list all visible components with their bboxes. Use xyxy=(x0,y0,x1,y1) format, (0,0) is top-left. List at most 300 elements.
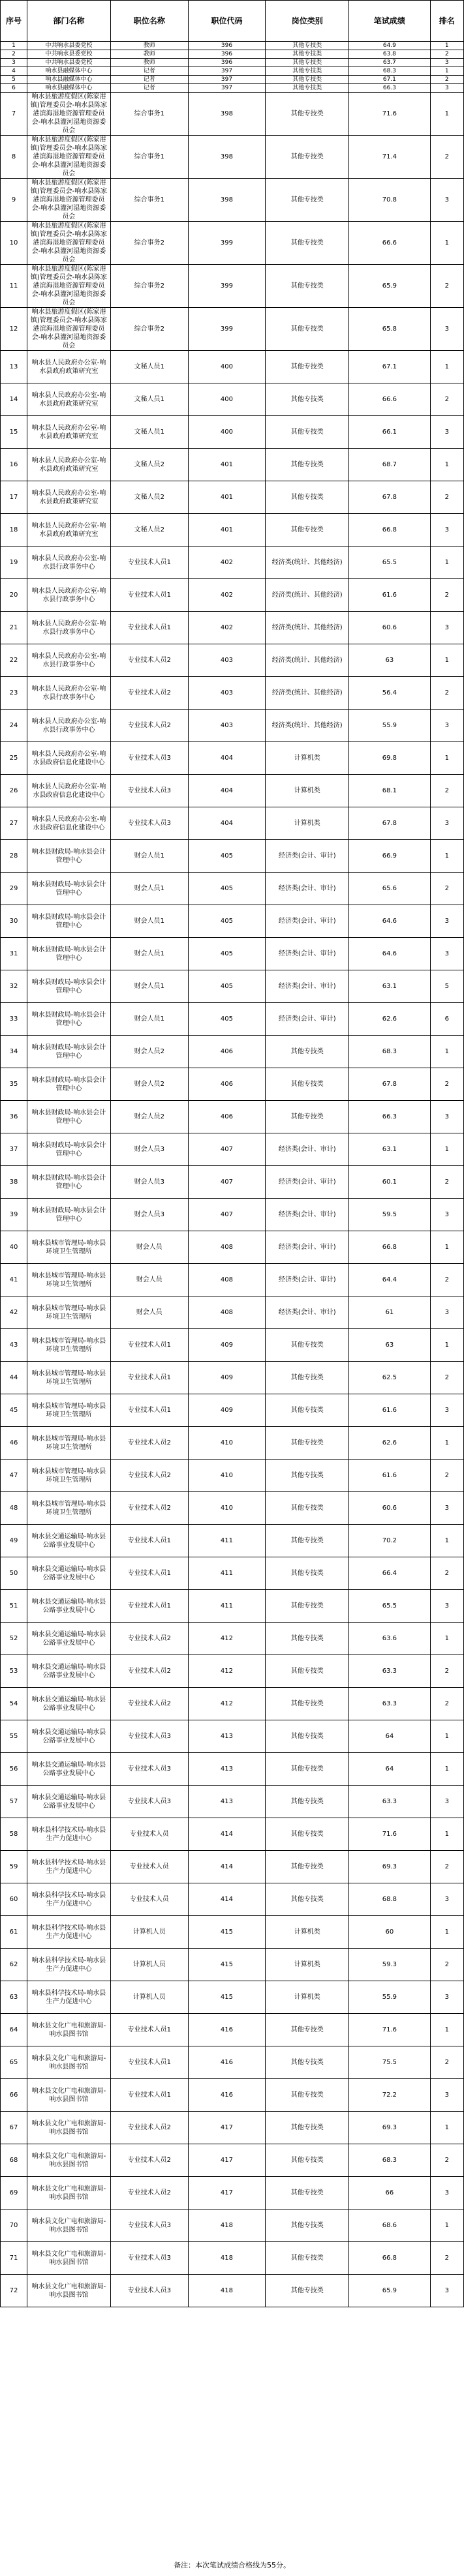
cell-rank: 2 xyxy=(430,265,463,308)
cell-code: 412 xyxy=(188,1688,266,1720)
cell-position: 财会人员3 xyxy=(110,1199,188,1231)
cell-position: 专业技术人员2 xyxy=(110,1427,188,1460)
cell-position: 专业技术人员2 xyxy=(110,2177,188,2209)
table-row xyxy=(1,179,464,222)
cell-seq: 23 xyxy=(1,677,27,710)
cell-score: 66 xyxy=(349,2177,430,2209)
cell-category: 经济类(会计、审计) xyxy=(266,905,349,938)
cell-position: 综合事务1 xyxy=(110,179,188,222)
cell-score: 69.3 xyxy=(349,2112,430,2144)
cell-code: 416 xyxy=(188,2046,266,2079)
cell-dept: 响水县科学技术局-响水县生产力促进中心 xyxy=(27,1851,111,1883)
cell-code: 396 xyxy=(188,50,266,59)
cell-seq: 33 xyxy=(1,1003,27,1036)
cell-code: 396 xyxy=(188,59,266,67)
cell-position: 专业技术人员 xyxy=(110,1883,188,1916)
cell-category: 其他专技类 xyxy=(266,481,349,514)
cell-position: 专业技术人员2 xyxy=(110,644,188,677)
cell-dept: 响水县旅游度假区(陈家港镇)管理委员会-响水县陈家港滨海湿地资源管理委员会-响水县灌河湿地资源委员会 xyxy=(27,93,111,136)
cell-position: 财会人员1 xyxy=(110,1003,188,1036)
table-row xyxy=(1,1786,464,1818)
cell-category: 其他专技类 xyxy=(266,2014,349,2046)
cell-seq: 60 xyxy=(1,1883,27,1916)
table-row xyxy=(1,2014,464,2046)
cell-score: 66.3 xyxy=(349,1101,430,1133)
cell-score: 75.5 xyxy=(349,2046,430,2079)
cell-score: 63.1 xyxy=(349,970,430,1003)
cell-position: 专业技术人员3 xyxy=(110,1786,188,1818)
cell-category: 经济类(统计、其他经济) xyxy=(266,710,349,742)
cell-dept: 响水县财政局-响水县会计管理中心 xyxy=(27,1101,111,1133)
table-row xyxy=(1,1525,464,1557)
cell-seq: 32 xyxy=(1,970,27,1003)
cell-category: 其他专技类 xyxy=(266,1362,349,1394)
cell-seq: 47 xyxy=(1,1460,27,1492)
cell-score: 66.4 xyxy=(349,1557,430,1590)
cell-seq: 29 xyxy=(1,873,27,905)
cell-position: 专业技术人员1 xyxy=(110,1590,188,1623)
cell-code: 416 xyxy=(188,2079,266,2112)
table-row xyxy=(1,644,464,677)
cell-category: 计算机类 xyxy=(266,1981,349,2014)
cell-position: 专业技术人员1 xyxy=(110,1557,188,1590)
cell-code: 411 xyxy=(188,1525,266,1557)
table-row xyxy=(1,481,464,514)
cell-seq: 38 xyxy=(1,1166,27,1199)
cell-score: 65.8 xyxy=(349,308,430,351)
cell-category: 计算机类 xyxy=(266,807,349,840)
cell-position: 财会人员1 xyxy=(110,970,188,1003)
cell-rank: 2 xyxy=(430,677,463,710)
cell-position: 专业技术人员2 xyxy=(110,1655,188,1688)
cell-category: 其他专技类 xyxy=(266,265,349,308)
cell-dept: 响水县旅游度假区(陈家港镇)管理委员会-响水县陈家港滨海湿地资源管理委员会-响水县灌河湿地资源委员会 xyxy=(27,222,111,265)
cell-seq: 63 xyxy=(1,1981,27,2014)
cell-category: 经济类(会计、审计) xyxy=(266,1296,349,1329)
table-row xyxy=(1,807,464,840)
cell-rank: 1 xyxy=(430,1231,463,1264)
cell-code: 398 xyxy=(188,136,266,179)
cell-code: 413 xyxy=(188,1720,266,1753)
cell-position: 专业技术人员 xyxy=(110,1851,188,1883)
cell-code: 404 xyxy=(188,742,266,775)
cell-category: 计算机类 xyxy=(266,1916,349,1949)
cell-dept: 响水县人民政府办公室-响水县政府信息化建设中心 xyxy=(27,807,111,840)
cell-dept: 响水县交通运输局-响水县公路事业发展中心 xyxy=(27,1590,111,1623)
table-row xyxy=(1,514,464,547)
table-row xyxy=(1,84,464,93)
cell-seq: 41 xyxy=(1,1264,27,1296)
cell-dept: 中共响水县委党校 xyxy=(27,50,111,59)
cell-dept: 响水县文化广电和旅游局-响水县图书馆 xyxy=(27,2046,111,2079)
cell-category: 经济类(统计、其他经济) xyxy=(266,644,349,677)
cell-category: 经济类(会计、审计) xyxy=(266,1003,349,1036)
cell-rank: 3 xyxy=(430,308,463,351)
cell-category: 其他专技类 xyxy=(266,514,349,547)
cell-seq: 43 xyxy=(1,1329,27,1362)
cell-category: 其他专技类 xyxy=(266,1688,349,1720)
cell-category: 其他专技类 xyxy=(266,1851,349,1883)
cell-code: 410 xyxy=(188,1460,266,1492)
cell-score: 68.8 xyxy=(349,1883,430,1916)
cell-seq: 48 xyxy=(1,1492,27,1525)
cell-category: 其他专技类 xyxy=(266,1623,349,1655)
cell-seq: 11 xyxy=(1,265,27,308)
cell-dept: 响水县人民政府办公室-响水县行政事务中心 xyxy=(27,547,111,579)
cell-dept: 响水县旅游度假区(陈家港镇)管理委员会-响水县陈家港滨海湿地资源管理委员会-响水县灌河湿地资源委员会 xyxy=(27,308,111,351)
cell-code: 414 xyxy=(188,1818,266,1851)
cell-dept: 响水县财政局-响水县会计管理中心 xyxy=(27,840,111,873)
cell-position: 教师 xyxy=(110,50,188,59)
table-row xyxy=(1,1851,464,1883)
cell-score: 65.5 xyxy=(349,547,430,579)
cell-position: 财会人员3 xyxy=(110,1166,188,1199)
cell-code: 396 xyxy=(188,42,266,50)
cell-category: 其他专技类 xyxy=(266,50,349,59)
table-row xyxy=(1,970,464,1003)
cell-score: 66.1 xyxy=(349,416,430,449)
table-row xyxy=(1,2079,464,2112)
cell-dept: 响水县人民政府办公室-响水县政府政策研究室 xyxy=(27,449,111,481)
table-row xyxy=(1,1981,464,2014)
cell-code: 417 xyxy=(188,2177,266,2209)
cell-seq: 22 xyxy=(1,644,27,677)
cell-rank: 5 xyxy=(430,970,463,1003)
cell-dept: 响水县文化广电和旅游局-响水县图书馆 xyxy=(27,2112,111,2144)
cell-score: 67.8 xyxy=(349,481,430,514)
cell-category: 其他专技类 xyxy=(266,308,349,351)
cell-category: 其他专技类 xyxy=(266,84,349,93)
cell-category: 其他专技类 xyxy=(266,1101,349,1133)
cell-seq: 35 xyxy=(1,1068,27,1101)
cell-position: 财会人员1 xyxy=(110,873,188,905)
cell-rank: 3 xyxy=(430,416,463,449)
cell-score: 63.3 xyxy=(349,1688,430,1720)
cell-dept: 响水县人民政府办公室-响水县政府政策研究室 xyxy=(27,416,111,449)
header-position: 职位名称 xyxy=(110,1,188,42)
cell-rank: 2 xyxy=(430,383,463,416)
cell-dept: 响水县城市管理局-响水县环境卫生管理所 xyxy=(27,1394,111,1427)
cell-score: 68.3 xyxy=(349,67,430,76)
cell-seq: 6 xyxy=(1,84,27,93)
table-row xyxy=(1,1427,464,1460)
cell-position: 专业技术人员3 xyxy=(110,2275,188,2307)
cell-position: 综合事务2 xyxy=(110,308,188,351)
cell-rank: 1 xyxy=(430,644,463,677)
cell-score: 59.3 xyxy=(349,1949,430,1981)
table-row xyxy=(1,1720,464,1753)
cell-dept: 响水县旅游度假区(陈家港镇)管理委员会-响水县陈家港滨海湿地资源管理委员会-响水县灌河湿地资源委员会 xyxy=(27,179,111,222)
cell-rank: 2 xyxy=(430,1264,463,1296)
cell-seq: 40 xyxy=(1,1231,27,1264)
cell-position: 计算机人员 xyxy=(110,1981,188,2014)
cell-seq: 19 xyxy=(1,547,27,579)
cell-position: 财会人员3 xyxy=(110,1133,188,1166)
cell-seq: 68 xyxy=(1,2144,27,2177)
cell-position: 专业技术人员3 xyxy=(110,1753,188,1786)
table-row xyxy=(1,1068,464,1101)
cell-position: 综合事务2 xyxy=(110,222,188,265)
cell-code: 417 xyxy=(188,2112,266,2144)
table-row xyxy=(1,50,464,59)
cell-rank: 1 xyxy=(430,67,463,76)
cell-dept: 响水县交通运输局-响水县公路事业发展中心 xyxy=(27,1557,111,1590)
cell-code: 399 xyxy=(188,265,266,308)
cell-rank: 3 xyxy=(430,938,463,970)
cell-position: 专业技术人员2 xyxy=(110,1492,188,1525)
table-row xyxy=(1,1916,464,1949)
cell-category: 其他专技类 xyxy=(266,1394,349,1427)
cell-position: 专业技术人员3 xyxy=(110,775,188,807)
cell-category: 经济类(统计、其他经济) xyxy=(266,612,349,644)
cell-code: 418 xyxy=(188,2275,266,2307)
cell-position: 专业技术人员1 xyxy=(110,2014,188,2046)
cell-category: 其他专技类 xyxy=(266,1720,349,1753)
cell-dept: 响水县交通运输局-响水县公路事业发展中心 xyxy=(27,1720,111,1753)
table-row xyxy=(1,42,464,50)
table-row xyxy=(1,1264,464,1296)
table-row xyxy=(1,775,464,807)
table-row xyxy=(1,1199,464,1231)
cell-position: 专业技术人员1 xyxy=(110,612,188,644)
cell-score: 65.6 xyxy=(349,873,430,905)
cell-score: 67.1 xyxy=(349,351,430,383)
cell-rank: 1 xyxy=(430,1623,463,1655)
cell-rank: 1 xyxy=(430,42,463,50)
cell-category: 其他专技类 xyxy=(266,383,349,416)
table-row xyxy=(1,1036,464,1068)
cell-code: 413 xyxy=(188,1753,266,1786)
cell-rank: 3 xyxy=(430,2177,463,2209)
cell-rank: 1 xyxy=(430,449,463,481)
cell-score: 63.1 xyxy=(349,1133,430,1166)
cell-code: 398 xyxy=(188,93,266,136)
cell-dept: 响水县财政局-响水县会计管理中心 xyxy=(27,1166,111,1199)
cell-seq: 49 xyxy=(1,1525,27,1557)
cell-dept: 响水县交通运输局-响水县公路事业发展中心 xyxy=(27,1753,111,1786)
cell-rank: 2 xyxy=(430,873,463,905)
cell-score: 61.6 xyxy=(349,1460,430,1492)
table-row xyxy=(1,710,464,742)
cell-score: 64 xyxy=(349,1720,430,1753)
cell-score: 66.8 xyxy=(349,1231,430,1264)
cell-rank: 3 xyxy=(430,514,463,547)
header-code: 职位代码 xyxy=(188,1,266,42)
cell-dept: 响水县人民政府办公室-响水县政府信息化建设中心 xyxy=(27,775,111,807)
cell-seq: 4 xyxy=(1,67,27,76)
cell-score: 69.8 xyxy=(349,742,430,775)
cell-dept: 响水县文化广电和旅游局-响水县图书馆 xyxy=(27,2014,111,2046)
cell-code: 400 xyxy=(188,351,266,383)
cell-code: 399 xyxy=(188,308,266,351)
table-row xyxy=(1,449,464,481)
cell-dept: 响水县财政局-响水县会计管理中心 xyxy=(27,905,111,938)
header-rank: 排名 xyxy=(430,1,463,42)
table-row xyxy=(1,76,464,84)
cell-dept: 响水县科学技术局-响水县生产力促进中心 xyxy=(27,1818,111,1851)
cell-code: 408 xyxy=(188,1296,266,1329)
cell-category: 其他专技类 xyxy=(266,2144,349,2177)
cell-seq: 55 xyxy=(1,1720,27,1753)
cell-position: 记者 xyxy=(110,67,188,76)
table-row xyxy=(1,2275,464,2307)
cell-category: 其他专技类 xyxy=(266,93,349,136)
table-row xyxy=(1,67,464,76)
cell-code: 397 xyxy=(188,76,266,84)
cell-code: 412 xyxy=(188,1623,266,1655)
cell-position: 专业技术人员2 xyxy=(110,2112,188,2144)
cell-score: 70.8 xyxy=(349,179,430,222)
cell-score: 69.3 xyxy=(349,1851,430,1883)
cell-category: 计算机类 xyxy=(266,775,349,807)
cell-dept: 响水县科学技术局-响水县生产力促进中心 xyxy=(27,1949,111,1981)
cell-category: 其他专技类 xyxy=(266,1329,349,1362)
cell-position: 专业技术人员2 xyxy=(110,1688,188,1720)
cell-code: 409 xyxy=(188,1329,266,1362)
cell-seq: 20 xyxy=(1,579,27,612)
cell-rank: 3 xyxy=(430,1101,463,1133)
cell-score: 71.4 xyxy=(349,136,430,179)
cell-dept: 响水县交通运输局-响水县公路事业发展中心 xyxy=(27,1786,111,1818)
cell-score: 68.7 xyxy=(349,449,430,481)
cell-seq: 14 xyxy=(1,383,27,416)
cell-rank: 3 xyxy=(430,1981,463,2014)
cell-position: 文秘人员2 xyxy=(110,481,188,514)
cell-position: 专业技术人员1 xyxy=(110,1394,188,1427)
cell-dept: 响水县文化广电和旅游局-响水县图书馆 xyxy=(27,2242,111,2275)
cell-seq: 72 xyxy=(1,2275,27,2307)
cell-category: 其他专技类 xyxy=(266,1818,349,1851)
cell-seq: 59 xyxy=(1,1851,27,1883)
cell-score: 66.6 xyxy=(349,222,430,265)
cell-score: 72.2 xyxy=(349,2079,430,2112)
cell-dept: 响水县文化广电和旅游局-响水县图书馆 xyxy=(27,2177,111,2209)
cell-position: 专业技术人员1 xyxy=(110,2046,188,2079)
cell-code: 402 xyxy=(188,547,266,579)
cell-position: 教师 xyxy=(110,59,188,67)
cell-code: 400 xyxy=(188,383,266,416)
table-row xyxy=(1,351,464,383)
cell-rank: 2 xyxy=(430,136,463,179)
cell-rank: 1 xyxy=(430,351,463,383)
cell-dept: 响水县融媒体中心 xyxy=(27,84,111,93)
cell-rank: 1 xyxy=(430,1818,463,1851)
table-row xyxy=(1,1557,464,1590)
cell-rank: 2 xyxy=(430,1949,463,1981)
cell-seq: 53 xyxy=(1,1655,27,1688)
cell-code: 397 xyxy=(188,84,266,93)
cell-dept: 响水县财政局-响水县会计管理中心 xyxy=(27,1036,111,1068)
cell-category: 其他专技类 xyxy=(266,1655,349,1688)
cell-rank: 2 xyxy=(430,50,463,59)
cell-dept: 响水县财政局-响水县会计管理中心 xyxy=(27,1133,111,1166)
cell-score: 63 xyxy=(349,1329,430,1362)
cell-code: 402 xyxy=(188,612,266,644)
table-row xyxy=(1,1949,464,1981)
cell-position: 文秘人员1 xyxy=(110,383,188,416)
cell-position: 文秘人员2 xyxy=(110,449,188,481)
cell-dept: 响水县财政局-响水县会计管理中心 xyxy=(27,1003,111,1036)
cell-score: 63.3 xyxy=(349,1655,430,1688)
cell-seq: 9 xyxy=(1,179,27,222)
cell-rank: 3 xyxy=(430,1590,463,1623)
cell-dept: 响水县财政局-响水县会计管理中心 xyxy=(27,873,111,905)
cell-position: 财会人员 xyxy=(110,1231,188,1264)
cell-score: 65.9 xyxy=(349,2275,430,2307)
cell-score: 62.6 xyxy=(349,1427,430,1460)
cell-category: 计算机类 xyxy=(266,1949,349,1981)
cell-category: 其他专技类 xyxy=(266,76,349,84)
table-row xyxy=(1,59,464,67)
cell-code: 411 xyxy=(188,1557,266,1590)
cell-rank: 2 xyxy=(430,1688,463,1720)
cell-rank: 3 xyxy=(430,807,463,840)
cell-category: 经济类(统计、其他经济) xyxy=(266,579,349,612)
cell-code: 402 xyxy=(188,579,266,612)
cell-score: 55.9 xyxy=(349,1981,430,2014)
cell-category: 其他专技类 xyxy=(266,1883,349,1916)
cell-category: 其他专技类 xyxy=(266,2242,349,2275)
cell-position: 计算机人员 xyxy=(110,1916,188,1949)
cell-code: 415 xyxy=(188,1981,266,2014)
footnote: 备注：本次笔试成绩合格线为55分。 xyxy=(174,2561,290,2569)
cell-dept: 响水县融媒体中心 xyxy=(27,67,111,76)
cell-dept: 响水县人民政府办公室-响水县行政事务中心 xyxy=(27,710,111,742)
table-row xyxy=(1,1590,464,1623)
table-row xyxy=(1,1362,464,1394)
table-header-row xyxy=(1,1,464,42)
cell-rank: 1 xyxy=(430,1427,463,1460)
cell-code: 411 xyxy=(188,1590,266,1623)
cell-dept: 响水县文化广电和旅游局-响水县图书馆 xyxy=(27,2079,111,2112)
cell-position: 综合事务1 xyxy=(110,136,188,179)
cell-seq: 8 xyxy=(1,136,27,179)
cell-score: 64 xyxy=(349,1753,430,1786)
cell-seq: 2 xyxy=(1,50,27,59)
cell-score: 63.6 xyxy=(349,1623,430,1655)
cell-code: 403 xyxy=(188,710,266,742)
table-row xyxy=(1,1818,464,1851)
cell-seq: 16 xyxy=(1,449,27,481)
cell-rank: 1 xyxy=(430,1916,463,1949)
cell-seq: 25 xyxy=(1,742,27,775)
table-row xyxy=(1,2177,464,2209)
cell-dept: 响水县财政局-响水县会计管理中心 xyxy=(27,1068,111,1101)
table-row xyxy=(1,1883,464,1916)
cell-code: 401 xyxy=(188,449,266,481)
cell-position: 专业技术人员2 xyxy=(110,677,188,710)
cell-code: 398 xyxy=(188,179,266,222)
cell-dept: 中共响水县委党校 xyxy=(27,59,111,67)
cell-category: 计算机类 xyxy=(266,742,349,775)
cell-seq: 67 xyxy=(1,2112,27,2144)
cell-score: 70.2 xyxy=(349,1525,430,1557)
cell-score: 68.3 xyxy=(349,1036,430,1068)
cell-category: 经济类(会计、审计) xyxy=(266,840,349,873)
cell-category: 经济类(会计、审计) xyxy=(266,970,349,1003)
cell-dept: 响水县交通运输局-响水县公路事业发展中心 xyxy=(27,1688,111,1720)
cell-rank: 1 xyxy=(430,1525,463,1557)
cell-position: 专业技术人员2 xyxy=(110,1623,188,1655)
cell-seq: 65 xyxy=(1,2046,27,2079)
cell-code: 405 xyxy=(188,840,266,873)
cell-position: 财会人员2 xyxy=(110,1101,188,1133)
cell-seq: 30 xyxy=(1,905,27,938)
cell-seq: 64 xyxy=(1,2014,27,2046)
cell-category: 其他专技类 xyxy=(266,449,349,481)
cell-seq: 58 xyxy=(1,1818,27,1851)
table-row xyxy=(1,2242,464,2275)
